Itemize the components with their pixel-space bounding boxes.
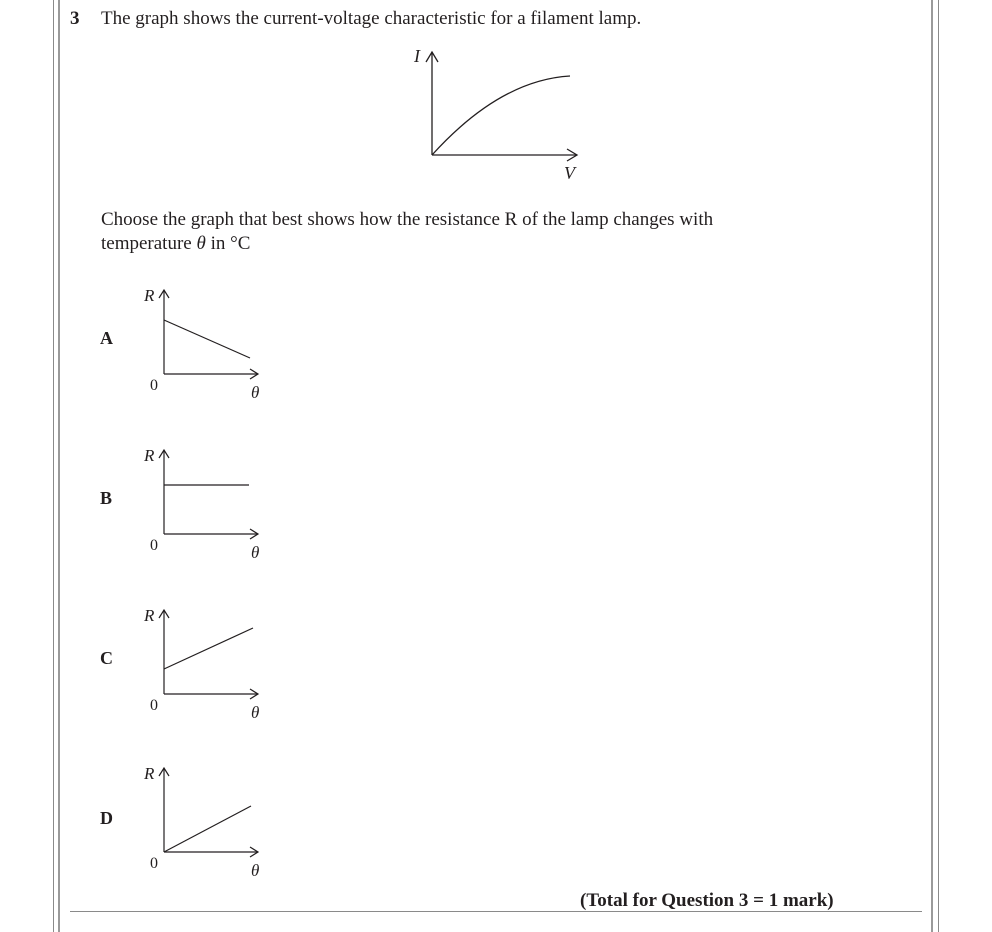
option-a-x-label: θ [251, 383, 260, 402]
total-marks: (Total for Question 3 = 1 mark) [580, 890, 834, 911]
option-c-letter[interactable]: C [100, 648, 113, 668]
option-b-graph[interactable] [140, 440, 280, 565]
question-stem: The graph shows the current-voltage characteristic for a filament lamp. [101, 8, 642, 29]
option-a-letter[interactable]: A [100, 328, 113, 348]
option-b-letter[interactable]: B [100, 488, 113, 508]
page-border-right-outer [938, 0, 939, 932]
option-c-line [164, 628, 253, 669]
option-d-letter[interactable]: D [100, 808, 113, 828]
prompt-line-1: Choose the graph that best shows how the resistance R of the lamp changes with [101, 209, 714, 230]
option-d-x-label: θ [251, 861, 260, 880]
option-d-graph[interactable] [140, 758, 280, 883]
page-border-left-inner [58, 0, 60, 932]
iv-graph [405, 40, 595, 190]
option-a-origin: 0 [150, 377, 158, 394]
option-c-origin: 0 [150, 697, 158, 714]
iv-x-label: V [564, 163, 575, 183]
question-prompt [101, 208, 801, 256]
prompt-text-b: in °C [205, 233, 251, 254]
option-a-line [164, 320, 250, 358]
option-d-y-label: R [144, 764, 155, 783]
page-border-left-outer [53, 0, 54, 932]
option-c-graph[interactable] [140, 600, 280, 725]
option-d-origin: 0 [150, 855, 158, 872]
option-a-y-label: R [144, 286, 155, 305]
option-c-y-label: R [144, 606, 155, 625]
option-d-line [164, 806, 251, 852]
page-border-right-inner [931, 0, 933, 932]
footer-rule [70, 911, 922, 912]
prompt-theta: θ [196, 233, 206, 254]
option-b-origin: 0 [150, 537, 158, 554]
iv-curve [432, 76, 570, 155]
prompt-text-a: temperature [101, 233, 197, 254]
option-b-y-label: R [144, 446, 155, 465]
question-number: 3 [70, 8, 80, 29]
prompt-line-2 [101, 232, 801, 256]
option-b-x-label: θ [251, 543, 260, 562]
iv-y-label: I [414, 46, 420, 66]
option-a-graph[interactable] [140, 280, 280, 405]
option-c-x-label: θ [251, 703, 260, 722]
